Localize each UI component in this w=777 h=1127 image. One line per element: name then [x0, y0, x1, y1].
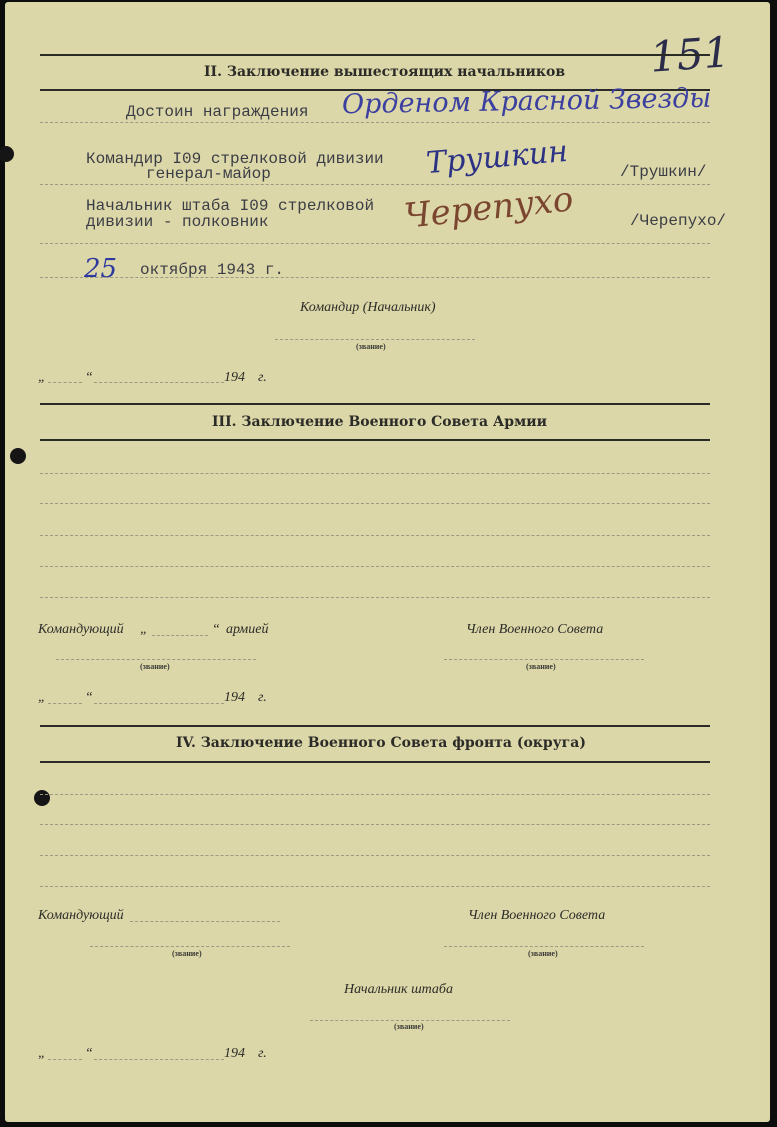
binder-hole-middle — [10, 448, 26, 464]
date-g: г. — [258, 690, 267, 705]
rank-blank-line — [310, 1020, 510, 1021]
army-number-blank — [152, 635, 208, 636]
chief-rank-caption: (звание) — [394, 1022, 424, 1031]
commander-caption: Командир (Начальник) — [300, 300, 436, 315]
divider — [40, 725, 710, 727]
ruled-line — [40, 597, 710, 598]
date-year: 194 — [224, 1046, 245, 1061]
ruled-line — [40, 535, 710, 536]
rank-caption-left: (звание) — [172, 949, 202, 958]
ruled-line — [40, 855, 710, 856]
ruled-line — [40, 473, 710, 474]
date-day-blank — [48, 1059, 82, 1060]
date-month-blank — [94, 703, 224, 704]
date-day-blank — [48, 703, 82, 704]
front-chief-of-staff-label: Начальник штаба — [344, 982, 453, 997]
front-council-member-label: Член Военного Совета — [468, 908, 606, 923]
date-day-blank — [48, 382, 82, 383]
date-year: 194 — [224, 370, 245, 385]
army-label: армией — [226, 622, 269, 637]
rank-caption: (звание) — [356, 342, 386, 351]
chief-of-staff-line-1: Начальник штаба I09 стрелковой — [86, 197, 375, 215]
section-4-heading: IV. Заключение Военного Совета фронта (округа) — [176, 735, 586, 751]
ruled-line — [40, 122, 710, 123]
date-g: г. — [258, 1046, 267, 1061]
ruled-line — [40, 184, 710, 185]
ruled-line — [40, 566, 710, 567]
chief-of-staff-line-2: дивизии - полковник — [86, 213, 269, 231]
rank-blank-line — [56, 659, 256, 660]
ruled-line — [40, 277, 710, 278]
chief-of-staff-name: /Черепухо/ — [630, 212, 727, 230]
rank-caption-left: (звание) — [140, 662, 170, 671]
date-g: г. — [258, 370, 267, 385]
date-quote-open: „ — [38, 690, 46, 705]
ruled-line — [40, 503, 710, 504]
date-month-blank — [94, 1059, 224, 1060]
divider — [40, 439, 710, 441]
rank-blank-line — [275, 339, 475, 340]
divider — [40, 761, 710, 763]
rank-caption-right: (звание) — [528, 949, 558, 958]
commander-line-1: Командир I09 стрелковой дивизии — [86, 150, 384, 168]
rank-blank-line — [444, 946, 644, 947]
ruled-line — [40, 886, 710, 887]
army-commander-label: Командующий — [38, 622, 124, 637]
chief-of-staff-signature: Черепухо — [402, 179, 576, 237]
date-quote-close: “ — [85, 690, 93, 705]
commander-line-2: генерал-майор — [146, 165, 271, 183]
binder-hole-bottom — [34, 790, 50, 806]
rank-blank-line — [444, 659, 644, 660]
front-commander-blank — [130, 921, 280, 922]
folio-number: 151 — [648, 27, 732, 82]
army-quote-open: „ — [140, 622, 148, 637]
date-quote-open: „ — [38, 370, 46, 385]
date-month-year: октября 1943 г. — [140, 261, 285, 279]
date-quote-close: “ — [85, 370, 93, 385]
commander-signature: Трушкин — [424, 133, 570, 182]
front-commander-label: Командующий — [38, 908, 124, 923]
section-3-heading: III. Заключение Военного Совета Армии — [212, 414, 548, 430]
date-day-handwritten: 25 — [84, 254, 118, 284]
ruled-line — [40, 824, 710, 825]
award-label: Достоин награждения — [126, 103, 309, 121]
award-value-handwritten: Орденом Красной Звезды — [341, 82, 712, 121]
rank-caption-right: (звание) — [526, 662, 556, 671]
army-council-member-label: Член Военного Совета — [466, 622, 604, 637]
divider — [40, 403, 710, 405]
rank-blank-line — [90, 946, 290, 947]
date-quote-close: “ — [85, 1046, 93, 1061]
ruled-line — [40, 794, 710, 795]
date-month-blank — [94, 382, 224, 383]
divider — [40, 54, 710, 56]
commander-name: /Трушкин/ — [620, 163, 707, 181]
ruled-line — [40, 243, 710, 244]
army-quote-close: “ — [212, 622, 220, 637]
date-quote-open: „ — [38, 1046, 46, 1061]
section-2-heading: II. Заключение вышестоящих начальников — [204, 64, 566, 80]
date-year: 194 — [224, 690, 245, 705]
